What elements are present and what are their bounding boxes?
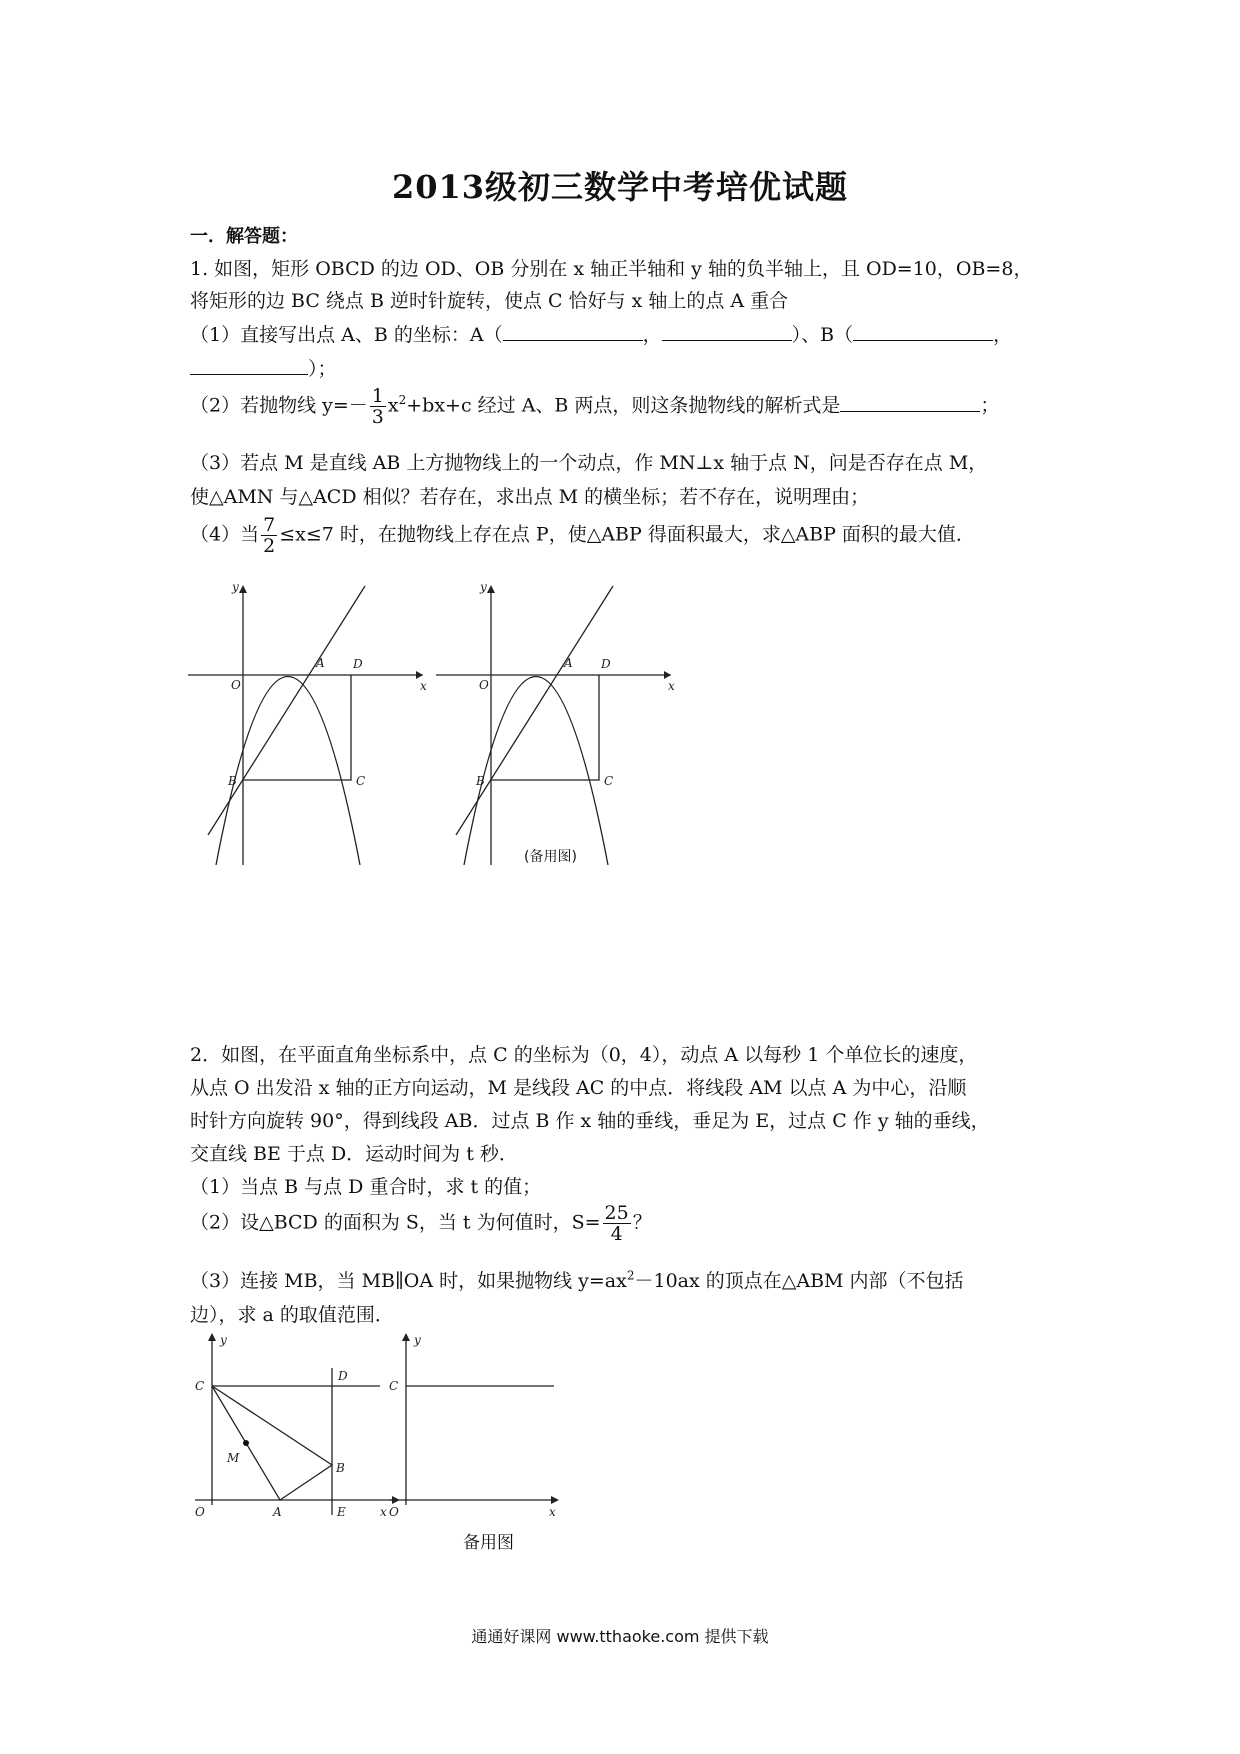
x-axis-label: x <box>420 679 427 693</box>
y-axis-label: y <box>414 1333 421 1347</box>
q1-part3-line1: （3）若点 M 是直线 AB 上方抛物线上的一个动点，作 MN⊥x 轴于点 N，问是否存在点 M， <box>190 452 988 474</box>
x-axis-label: x <box>668 679 675 693</box>
origin-label: O <box>195 1505 205 1519</box>
q1-part1-label: （1）直接写出点 A、B 的坐标：A（ <box>190 324 503 346</box>
section-heading: 一．解答题： <box>190 226 298 247</box>
q1-part4 <box>190 515 975 556</box>
q1-part1 <box>190 320 1012 347</box>
page-title: 2013级初三数学中考培优试题 <box>391 168 849 206</box>
answer-blank-parabola[interactable] <box>840 391 980 412</box>
fraction-numerator: 1 <box>371 385 384 407</box>
point-d-label: D <box>601 657 611 671</box>
page-footer: 通通好课网 www.tthaoke.com 提供下载 <box>471 1627 769 1646</box>
exponent: 2 <box>398 393 407 408</box>
q2-part2-label: （2）设△BCD 的面积为 S，当 t 为何值时，S= <box>190 1211 601 1234</box>
q2-part3-line2: 边），求 a 的取值范围． <box>190 1304 394 1326</box>
q2-text-line2: 从点 O 出发沿 x 轴的正方向运动，M 是线段 AC 的中点．将线段 AM 以点 A 为中心，沿顺 <box>190 1077 967 1099</box>
x-axis-label: x <box>549 1505 556 1519</box>
q2-part2 <box>190 1203 652 1244</box>
q1-part2-end: ； <box>980 394 1000 417</box>
answer-blank-bx[interactable] <box>853 320 993 341</box>
q2-text-line4: 交直线 BE 于点 D．运动时间为 t 秒． <box>190 1143 518 1165</box>
point-c-label: C <box>356 774 366 788</box>
origin-label: O <box>231 678 241 692</box>
q1-text-line1: 1. 如图，矩形 OBCD 的边 OD、OB 分别在 x 轴正半轴和 y 轴的负半轴上，且 OD=10，OB=8， <box>190 258 1033 280</box>
q1-part3-line2: 使△AMN 与△ACD 相似？若存在，求出点 M 的横坐标；若不存在，说明理由； <box>190 486 870 508</box>
point-c-label: C <box>604 774 614 788</box>
q1-part2 <box>190 386 999 427</box>
answer-blank-ay[interactable] <box>662 320 792 341</box>
y-axis-label: y <box>220 1333 227 1347</box>
q2-part1: （1）当点 B 与点 D 重合时，求 t 的值； <box>190 1176 542 1198</box>
q2-figures <box>190 1330 630 1520</box>
answer-blank-ax[interactable] <box>503 320 643 341</box>
q2-text-line1: 2．如图，在平面直角坐标系中，点 C 的坐标为（0，4），动点 A 以每秒 1 个单位长的速度， <box>190 1044 978 1066</box>
q2-figure-main <box>195 1333 400 1519</box>
q2-text-line3: 时针方向旋转 90°，得到线段 AB．过点 B 作 x 轴的垂线，垂足为 E，过点 C 作 y 轴的垂线， <box>190 1110 990 1132</box>
q1-part1-end: ）； <box>308 358 337 380</box>
y-axis-label: y <box>232 580 239 594</box>
fraction-seven-halves <box>261 515 277 556</box>
fraction-denominator: 2 <box>263 535 276 557</box>
origin-label: O <box>389 1505 399 1519</box>
comma: ， <box>642 324 662 346</box>
q1-spare-caption: (备用图) <box>524 849 577 865</box>
point-d-label: D <box>338 1369 348 1383</box>
exponent: 2 <box>626 1268 635 1283</box>
point-c-label: C <box>195 1379 205 1393</box>
point-c-label: C <box>389 1379 399 1393</box>
var-x: x <box>387 394 399 417</box>
q2-part3-text-a: （3）连接 MB，当 MB∥OA 时，如果抛物线 y=ax <box>190 1270 627 1292</box>
q1-figures <box>188 580 688 865</box>
fraction-numerator: 7 <box>263 514 276 536</box>
q1-text-line2: 将矩形的边 BC 绕点 B 逆时针旋转，使点 C 恰好与 x 轴上的点 A 重合 <box>190 290 789 312</box>
q1-part4-text: ≤x≤7 时，在抛物线上存在点 P，使△ABP 得面积最大，求△ABP 面积的最大值． <box>279 523 975 546</box>
comma: ， <box>993 324 1013 346</box>
point-b-label: B <box>336 1461 345 1475</box>
q1-part4-label: （4）当 <box>190 523 260 546</box>
q2-part3-line1 <box>190 1266 964 1293</box>
fraction-25-over-4 <box>603 1203 631 1244</box>
fraction-one-third <box>370 386 386 427</box>
point-a-label: A <box>316 656 325 670</box>
q1-part2-label: （2）若抛物线 y=－ <box>190 394 368 417</box>
point-b-label: B <box>228 774 237 788</box>
fraction-denominator: 3 <box>371 406 384 428</box>
q2-figure-spare <box>389 1333 559 1519</box>
q1-figure-main <box>188 580 427 865</box>
q1-part2-text: +bx+c 经过 A、B 两点，则这条抛物线的解析式是 <box>406 394 841 417</box>
q2-part3-text-b: －10ax 的顶点在△ABM 内部（不包括 <box>634 1270 964 1292</box>
origin-label: O <box>479 678 489 692</box>
q1-part1-cont <box>190 354 337 381</box>
q2-part2-end: ？ <box>632 1211 652 1234</box>
y-axis-label: y <box>480 580 487 594</box>
q1-figure-spare <box>436 580 675 865</box>
point-a-label: A <box>564 656 573 670</box>
point-a-label: A <box>273 1505 282 1519</box>
q2-spare-caption: 备用图 <box>463 1533 514 1553</box>
point-b-label: B <box>476 774 485 788</box>
point-e-label: E <box>337 1505 346 1519</box>
q1-part1-b-label: ）、B（ <box>791 324 854 346</box>
fraction-numerator: 25 <box>604 1202 629 1224</box>
answer-blank-by[interactable] <box>190 354 308 375</box>
x-axis-label: x <box>380 1505 387 1519</box>
fraction-denominator: 4 <box>610 1223 623 1245</box>
point-m-label: M <box>227 1451 240 1465</box>
point-d-label: D <box>353 657 363 671</box>
